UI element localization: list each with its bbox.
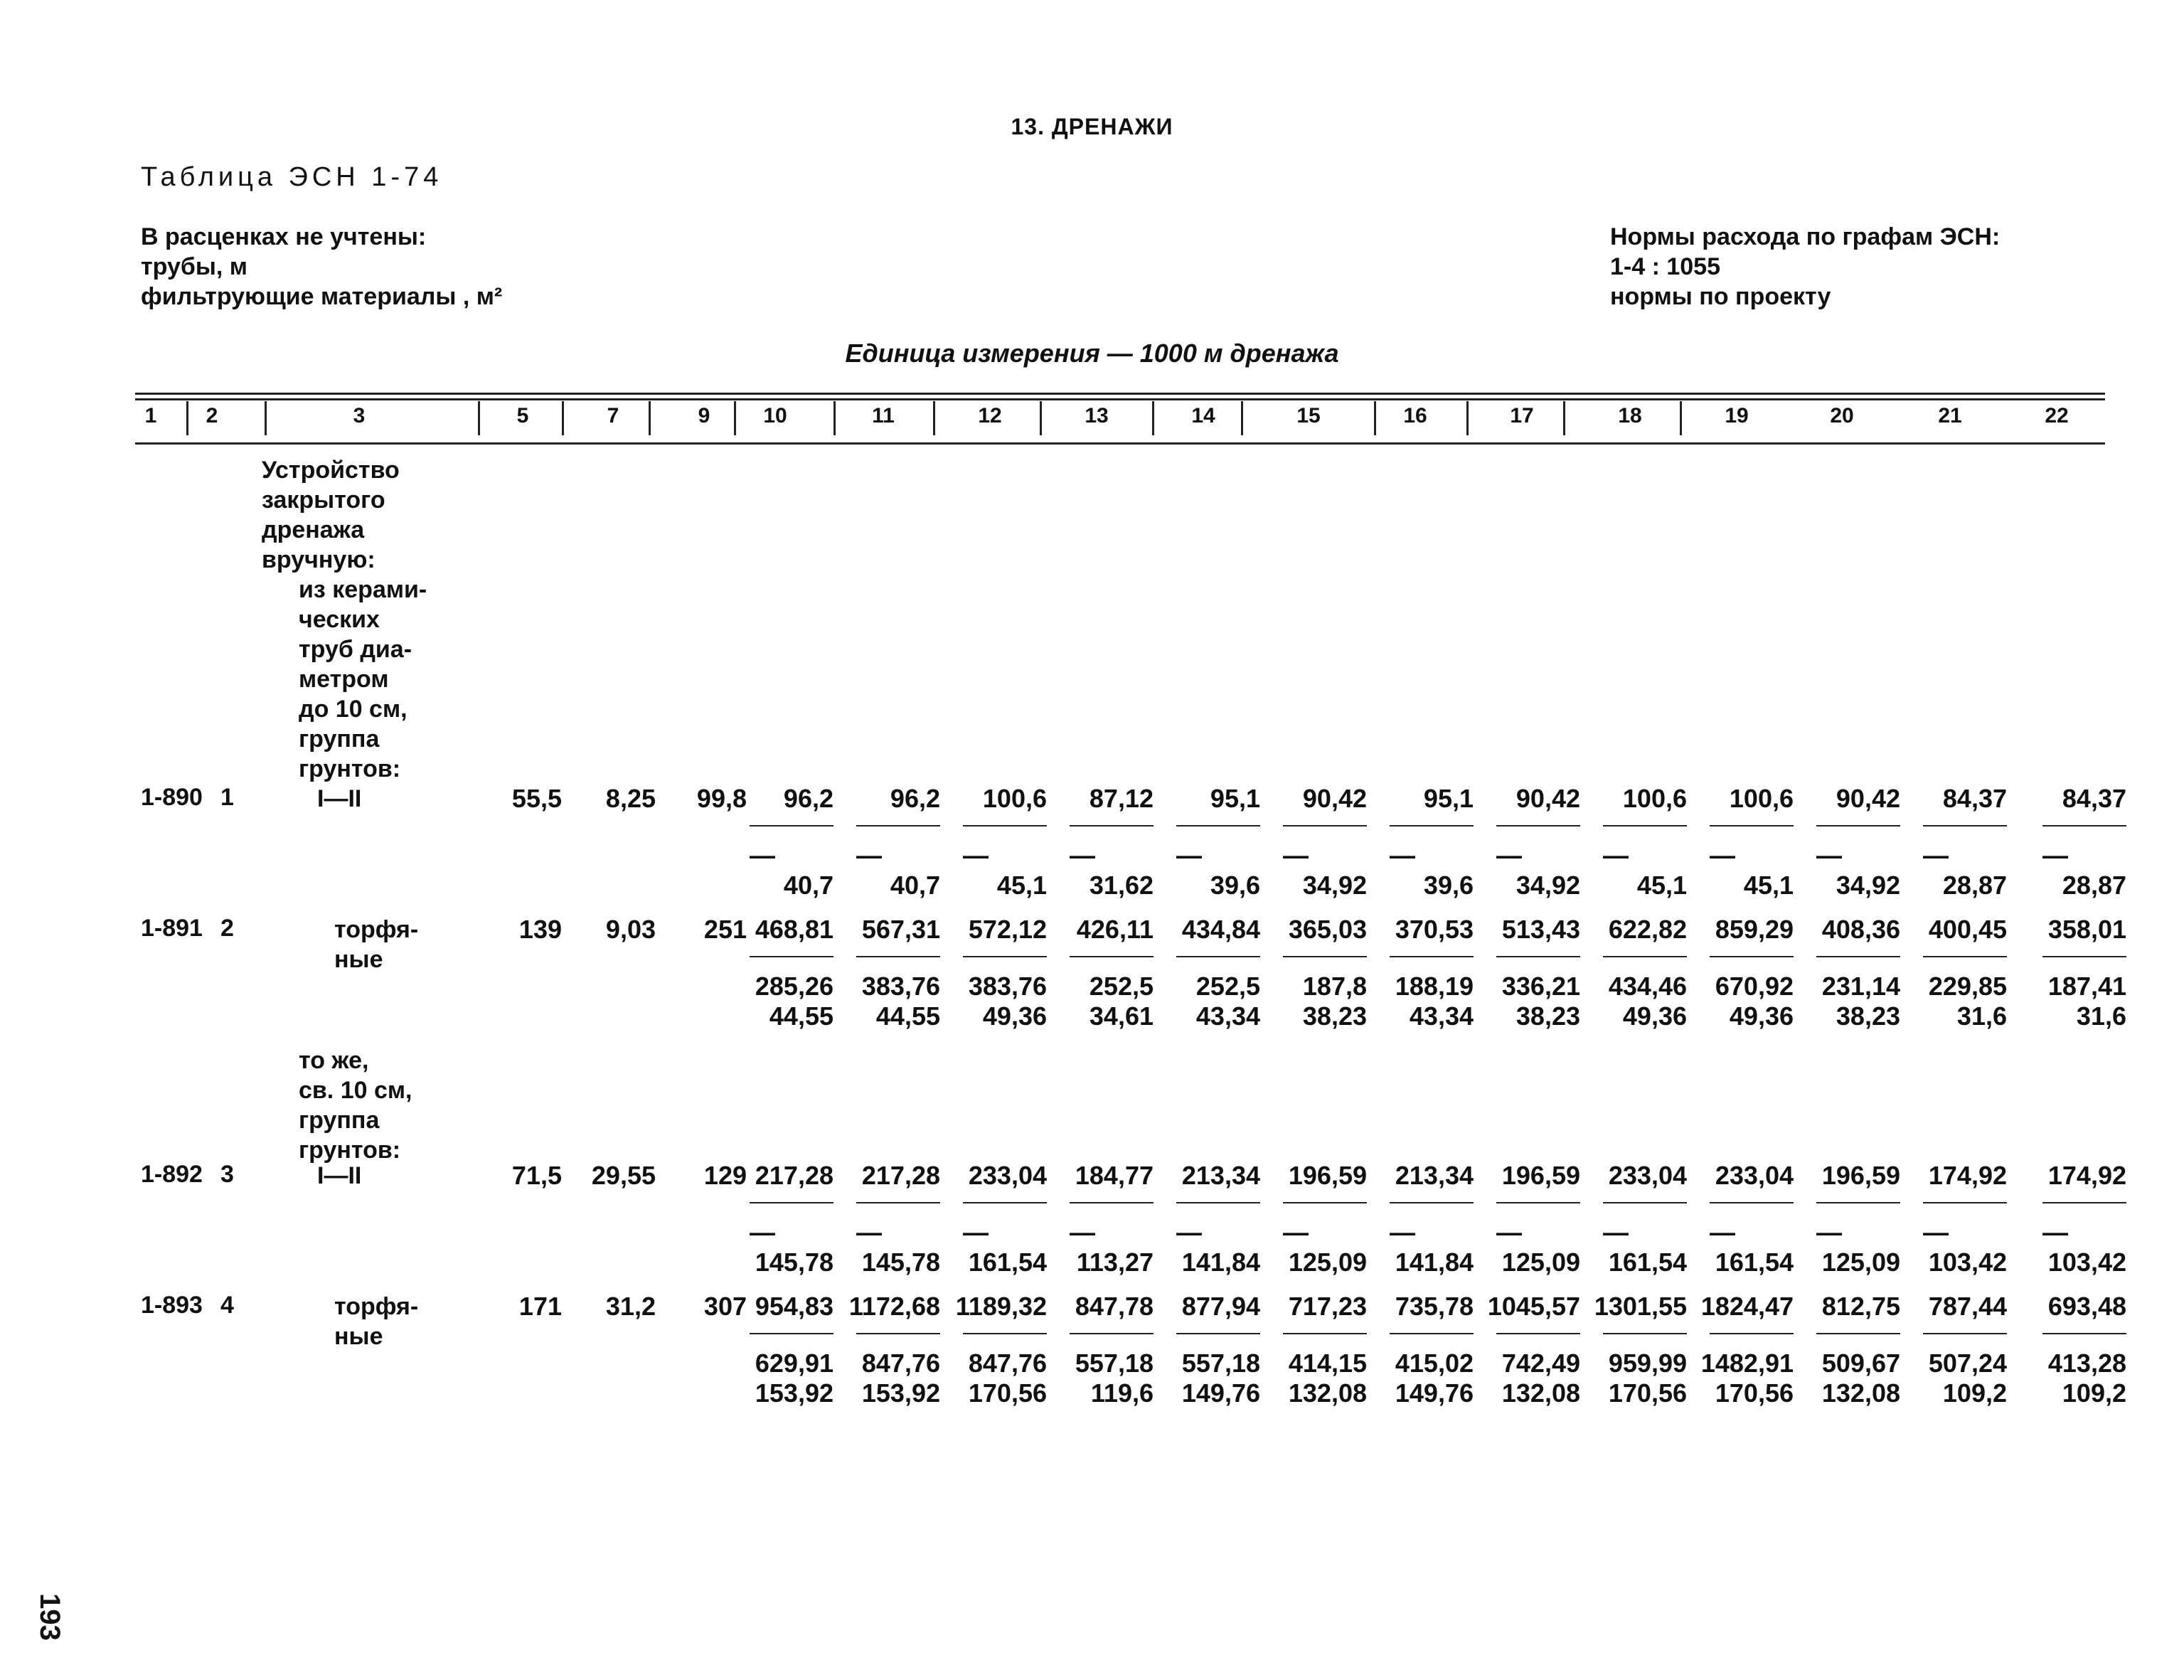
value-top: 365,03 bbox=[1288, 915, 1367, 944]
fraction-line bbox=[1603, 825, 1687, 826]
value-bottom: 145,78 bbox=[755, 1248, 833, 1277]
value-extra: 170,56 bbox=[968, 1378, 1047, 1408]
value-extra: 109,2 bbox=[1942, 1378, 2007, 1408]
minus-sign: — bbox=[1070, 1218, 1095, 1247]
column-separator bbox=[1466, 401, 1469, 435]
not-included-item: фильтрующие материалы , м² bbox=[141, 283, 503, 310]
fraction-line bbox=[1496, 1333, 1580, 1334]
cell-col7: 31,2 bbox=[605, 1292, 656, 1321]
row-description: ные bbox=[334, 1323, 383, 1350]
row-number: 3 bbox=[220, 1161, 234, 1188]
fraction-line bbox=[750, 1333, 833, 1334]
fraction-line bbox=[1283, 825, 1367, 826]
value-top: 84,37 bbox=[2062, 784, 2126, 813]
minus-sign: — bbox=[1816, 841, 1842, 870]
rate-code: 1-890 bbox=[141, 784, 203, 811]
column-separator bbox=[933, 401, 935, 435]
value-bottom: 670,92 bbox=[1715, 972, 1794, 1001]
value-bottom: 141,84 bbox=[1395, 1248, 1474, 1277]
value-top: 196,59 bbox=[1288, 1161, 1367, 1190]
value-top: 954,83 bbox=[755, 1292, 833, 1321]
value-bottom: 742,49 bbox=[1501, 1349, 1580, 1378]
group-header-line: закрытого bbox=[262, 487, 385, 514]
row-number: 2 bbox=[220, 915, 234, 942]
column-header: 21 bbox=[1938, 404, 1962, 427]
not-included-item: трубы, м bbox=[141, 253, 247, 280]
value-bottom: 252,5 bbox=[1195, 972, 1260, 1001]
fraction-line bbox=[1923, 825, 2007, 826]
minus-sign: — bbox=[1390, 1218, 1415, 1247]
column-header: 14 bbox=[1191, 404, 1215, 427]
value-extra: 43,34 bbox=[1409, 1001, 1474, 1031]
value-bottom: 231,14 bbox=[1821, 972, 1900, 1001]
column-header: 7 bbox=[607, 404, 619, 427]
fraction-line bbox=[963, 825, 1047, 826]
value-bottom: 557,18 bbox=[1181, 1349, 1260, 1378]
column-separator bbox=[186, 401, 188, 435]
column-header: 10 bbox=[763, 404, 787, 427]
fraction-line bbox=[1816, 825, 1900, 826]
minus-sign: — bbox=[750, 1218, 775, 1247]
value-extra: 132,08 bbox=[1288, 1378, 1367, 1408]
value-top: 1301,55 bbox=[1594, 1292, 1687, 1321]
norms-note bbox=[1610, 222, 2000, 312]
cell-col7: 8,25 bbox=[605, 784, 656, 813]
value-top: 96,2 bbox=[890, 784, 940, 813]
fraction-line bbox=[1070, 956, 1154, 957]
group-header-line: св. 10 см, bbox=[299, 1077, 412, 1104]
column-header: 22 bbox=[2045, 404, 2069, 427]
fraction-line bbox=[1283, 1202, 1367, 1203]
fraction-line bbox=[1390, 1202, 1474, 1203]
fraction-line bbox=[1390, 825, 1474, 826]
column-separator bbox=[1563, 401, 1565, 435]
value-bottom: 383,76 bbox=[968, 972, 1047, 1001]
value-top: 1045,57 bbox=[1487, 1292, 1580, 1321]
column-separator bbox=[562, 401, 564, 435]
minus-sign: — bbox=[1710, 841, 1735, 870]
value-extra: 149,76 bbox=[1181, 1378, 1260, 1408]
column-header: 15 bbox=[1296, 404, 1321, 427]
column-separator bbox=[478, 401, 480, 435]
value-top: 184,77 bbox=[1075, 1161, 1154, 1190]
value-extra: 44,55 bbox=[769, 1001, 833, 1031]
value-extra: 149,76 bbox=[1395, 1378, 1474, 1408]
column-separator bbox=[265, 401, 267, 435]
value-bottom: 383,76 bbox=[861, 972, 940, 1001]
column-header: 5 bbox=[516, 404, 529, 427]
fraction-line bbox=[1070, 1333, 1154, 1334]
value-extra: 34,61 bbox=[1089, 1001, 1154, 1031]
value-bottom: 434,46 bbox=[1608, 972, 1687, 1001]
cell-col9: 99,8 bbox=[696, 784, 747, 813]
value-top: 90,42 bbox=[1516, 784, 1580, 813]
value-bottom: 31,62 bbox=[1089, 871, 1154, 900]
value-top: 217,28 bbox=[755, 1161, 833, 1190]
value-bottom: 125,09 bbox=[1288, 1248, 1367, 1277]
value-bottom: 125,09 bbox=[1501, 1248, 1580, 1277]
value-extra: 38,23 bbox=[1516, 1001, 1580, 1031]
row-description: I—II bbox=[317, 1162, 362, 1189]
minus-sign: — bbox=[750, 841, 775, 870]
value-top: 847,78 bbox=[1075, 1292, 1154, 1321]
fraction-line bbox=[2042, 825, 2126, 826]
value-bottom: 187,8 bbox=[1302, 972, 1367, 1001]
value-top: 95,1 bbox=[1210, 784, 1260, 813]
fraction-line bbox=[2042, 1202, 2126, 1203]
value-top: 1172,68 bbox=[848, 1292, 940, 1321]
group-header-line: Устройство bbox=[262, 457, 400, 484]
fraction-line bbox=[2042, 956, 2126, 957]
value-bottom: 113,27 bbox=[1076, 1248, 1154, 1277]
column-header: 13 bbox=[1085, 404, 1109, 427]
value-top: 468,81 bbox=[755, 915, 833, 944]
minus-sign: — bbox=[1283, 841, 1309, 870]
minus-sign: — bbox=[2042, 841, 2068, 870]
value-top: 693,48 bbox=[2047, 1292, 2126, 1321]
value-bottom: 161,54 bbox=[1608, 1248, 1687, 1277]
value-top: 572,12 bbox=[968, 915, 1047, 944]
column-separator bbox=[649, 401, 651, 435]
row-description: торфя- bbox=[334, 1293, 419, 1320]
fraction-line bbox=[1070, 825, 1154, 826]
fraction-line bbox=[963, 956, 1047, 957]
group-header-line: группа bbox=[299, 725, 380, 753]
value-top: 213,34 bbox=[1181, 1161, 1260, 1190]
value-top: 787,44 bbox=[1928, 1292, 2007, 1321]
value-top: 87,12 bbox=[1089, 784, 1154, 813]
unit-of-measure: Единица измерения — 1000 м дренажа bbox=[845, 339, 1339, 368]
value-bottom: 959,99 bbox=[1608, 1349, 1687, 1378]
fraction-line bbox=[856, 1202, 940, 1203]
fraction-line bbox=[1710, 1333, 1794, 1334]
row-description: I—II bbox=[317, 785, 362, 812]
minus-sign: — bbox=[1923, 1218, 1949, 1247]
fraction-line bbox=[1816, 1333, 1900, 1334]
value-bottom: 45,1 bbox=[996, 871, 1047, 900]
header-bottom-rule bbox=[135, 442, 2105, 445]
value-top: 95,1 bbox=[1423, 784, 1474, 813]
value-bottom: 1482,91 bbox=[1700, 1349, 1794, 1378]
column-header: 3 bbox=[353, 404, 366, 427]
column-separator bbox=[833, 401, 836, 435]
value-top: 370,53 bbox=[1395, 915, 1474, 944]
value-bottom: 285,26 bbox=[755, 972, 833, 1001]
minus-sign: — bbox=[1923, 841, 1949, 870]
norms-item: нормы по проекту bbox=[1610, 283, 1831, 310]
fraction-line bbox=[856, 825, 940, 826]
value-top: 217,28 bbox=[861, 1161, 940, 1190]
value-bottom: 34,92 bbox=[1302, 871, 1367, 900]
fraction-line bbox=[750, 956, 833, 957]
fraction-line bbox=[1603, 1202, 1687, 1203]
cell-col7: 29,55 bbox=[591, 1161, 656, 1190]
value-bottom: 507,24 bbox=[1928, 1349, 2007, 1378]
norms-item: 1-4 : 1055 bbox=[1610, 253, 1720, 280]
cell-col9: 129 bbox=[703, 1161, 747, 1190]
fraction-line bbox=[1176, 825, 1260, 826]
value-bottom: 161,54 bbox=[968, 1248, 1047, 1277]
value-bottom: 188,19 bbox=[1395, 972, 1474, 1001]
value-extra: 31,6 bbox=[2076, 1001, 2126, 1031]
minus-sign: — bbox=[1176, 1218, 1202, 1247]
value-extra: 44,55 bbox=[875, 1001, 940, 1031]
cell-col5: 139 bbox=[518, 915, 562, 944]
fraction-line bbox=[750, 1202, 833, 1203]
rate-code: 1-893 bbox=[141, 1292, 203, 1319]
value-extra: 49,36 bbox=[1729, 1001, 1794, 1031]
column-header: 9 bbox=[698, 404, 710, 427]
column-header: 12 bbox=[978, 404, 1002, 427]
minus-sign: — bbox=[1176, 841, 1202, 870]
fraction-line bbox=[1923, 1333, 2007, 1334]
value-bottom: 103,42 bbox=[1928, 1248, 2007, 1277]
fraction-line bbox=[963, 1202, 1047, 1203]
value-top: 358,01 bbox=[2047, 915, 2126, 944]
value-bottom: 28,87 bbox=[2062, 871, 2126, 900]
fraction-line bbox=[1603, 1333, 1687, 1334]
value-top: 90,42 bbox=[1836, 784, 1900, 813]
row-number: 1 bbox=[220, 784, 234, 811]
fraction-line bbox=[1176, 1333, 1260, 1334]
minus-sign: — bbox=[2042, 1218, 2068, 1247]
value-top: 1824,47 bbox=[1700, 1292, 1794, 1321]
value-extra: 132,08 bbox=[1501, 1378, 1580, 1408]
fraction-line bbox=[750, 825, 833, 826]
value-extra: 38,23 bbox=[1836, 1001, 1900, 1031]
value-bottom: 103,42 bbox=[2047, 1248, 2126, 1277]
value-bottom: 125,09 bbox=[1821, 1248, 1900, 1277]
column-separator bbox=[734, 401, 736, 435]
fraction-line bbox=[1816, 956, 1900, 957]
minus-sign: — bbox=[1603, 1218, 1629, 1247]
column-header: 19 bbox=[1725, 404, 1749, 427]
cell-col5: 71,5 bbox=[511, 1161, 562, 1190]
fraction-line bbox=[1496, 956, 1580, 957]
minus-sign: — bbox=[1603, 841, 1629, 870]
value-bottom: 509,67 bbox=[1821, 1349, 1900, 1378]
value-extra: 153,92 bbox=[755, 1378, 833, 1408]
value-top: 1189,32 bbox=[955, 1292, 1047, 1321]
minus-sign: — bbox=[1710, 1218, 1735, 1247]
fraction-line bbox=[1390, 956, 1474, 957]
value-bottom: 40,7 bbox=[783, 871, 833, 900]
value-extra: 132,08 bbox=[1821, 1378, 1900, 1408]
column-header: 11 bbox=[872, 404, 895, 427]
value-extra: 43,34 bbox=[1195, 1001, 1260, 1031]
page-number: 193 bbox=[34, 1593, 65, 1641]
value-top: 859,29 bbox=[1715, 915, 1794, 944]
group-header-line: грунтов: bbox=[299, 1137, 401, 1164]
cell-col5: 171 bbox=[518, 1292, 562, 1321]
value-bottom: 40,7 bbox=[890, 871, 940, 900]
value-bottom: 229,85 bbox=[1928, 972, 2007, 1001]
column-separator bbox=[1680, 401, 1682, 435]
minus-sign: — bbox=[1496, 1218, 1522, 1247]
value-top: 84,37 bbox=[1942, 784, 2007, 813]
column-header: 16 bbox=[1403, 404, 1427, 427]
group-header-line: грунтов: bbox=[299, 755, 401, 782]
norms-title: Нормы расхода по графам ЭСН: bbox=[1610, 223, 2001, 250]
value-extra: 119,6 bbox=[1090, 1378, 1154, 1408]
value-extra: 49,36 bbox=[1622, 1001, 1687, 1031]
column-separator bbox=[1040, 401, 1042, 435]
column-header: 20 bbox=[1830, 404, 1854, 427]
value-top: 213,34 bbox=[1395, 1161, 1474, 1190]
column-header: 17 bbox=[1510, 404, 1534, 427]
group-header-line: группа bbox=[299, 1107, 380, 1134]
value-bottom: 45,1 bbox=[1743, 871, 1794, 900]
value-top: 174,92 bbox=[2047, 1161, 2126, 1190]
value-extra: 170,56 bbox=[1715, 1378, 1794, 1408]
group-header-line: труб диа- bbox=[299, 636, 412, 663]
fraction-line bbox=[1710, 956, 1794, 957]
value-top: 622,82 bbox=[1608, 915, 1687, 944]
table-label: Таблица ЭСН 1-74 bbox=[141, 162, 443, 192]
value-top: 233,04 bbox=[968, 1161, 1047, 1190]
value-top: 100,6 bbox=[1622, 784, 1687, 813]
cell-col5: 55,5 bbox=[511, 784, 562, 813]
value-bottom: 34,92 bbox=[1836, 871, 1900, 900]
value-bottom: 39,6 bbox=[1210, 871, 1260, 900]
fraction-line bbox=[1070, 1202, 1154, 1203]
value-top: 174,92 bbox=[1928, 1161, 2007, 1190]
value-top: 233,04 bbox=[1715, 1161, 1794, 1190]
value-bottom: 557,18 bbox=[1075, 1349, 1154, 1378]
value-bottom: 415,02 bbox=[1395, 1349, 1474, 1378]
group-header-line: ческих bbox=[299, 606, 380, 633]
fraction-line bbox=[1283, 956, 1367, 957]
fraction-line bbox=[1283, 1333, 1367, 1334]
value-bottom: 414,15 bbox=[1288, 1349, 1367, 1378]
row-description: ные bbox=[334, 946, 383, 973]
minus-sign: — bbox=[1390, 841, 1415, 870]
value-extra: 38,23 bbox=[1302, 1001, 1367, 1031]
value-top: 90,42 bbox=[1302, 784, 1367, 813]
value-extra: 31,6 bbox=[1956, 1001, 2007, 1031]
cell-col7: 9,03 bbox=[605, 915, 656, 944]
column-separator bbox=[1374, 401, 1376, 435]
value-bottom: 141,84 bbox=[1181, 1248, 1260, 1277]
value-bottom: 252,5 bbox=[1089, 972, 1154, 1001]
cell-col9: 251 bbox=[703, 915, 747, 944]
value-bottom: 629,91 bbox=[755, 1349, 833, 1378]
group-header-line: из керами- bbox=[299, 576, 427, 603]
value-bottom: 187,41 bbox=[2047, 972, 2126, 1001]
value-top: 877,94 bbox=[1181, 1292, 1260, 1321]
column-header: 2 bbox=[206, 404, 218, 427]
row-number: 4 bbox=[220, 1292, 234, 1319]
value-extra: 170,56 bbox=[1608, 1378, 1687, 1408]
fraction-line bbox=[2042, 1333, 2126, 1334]
fraction-line bbox=[1710, 825, 1794, 826]
value-extra: 49,36 bbox=[982, 1001, 1047, 1031]
value-top: 96,2 bbox=[783, 784, 833, 813]
value-top: 196,59 bbox=[1821, 1161, 1900, 1190]
fraction-line bbox=[1710, 1202, 1794, 1203]
value-bottom: 34,92 bbox=[1516, 871, 1580, 900]
value-top: 100,6 bbox=[1729, 784, 1794, 813]
value-top: 408,36 bbox=[1821, 915, 1900, 944]
value-bottom: 336,21 bbox=[1501, 972, 1580, 1001]
group-header-line: до 10 см, bbox=[299, 696, 407, 723]
minus-sign: — bbox=[1496, 841, 1522, 870]
minus-sign: — bbox=[856, 1218, 882, 1247]
fraction-line bbox=[1816, 1202, 1900, 1203]
group-header-line: дренажа bbox=[262, 516, 365, 543]
cell-col9: 307 bbox=[703, 1292, 747, 1321]
row-description: торфя- bbox=[334, 916, 419, 943]
section-title: 13. ДРЕНАЖИ bbox=[1011, 114, 1173, 139]
minus-sign: — bbox=[1283, 1218, 1309, 1247]
rate-code: 1-891 bbox=[141, 915, 203, 942]
value-top: 426,11 bbox=[1076, 915, 1154, 944]
value-top: 735,78 bbox=[1395, 1292, 1474, 1321]
fraction-line bbox=[856, 956, 940, 957]
column-header: 1 bbox=[144, 404, 157, 427]
value-extra: 153,92 bbox=[861, 1378, 940, 1408]
value-top: 567,31 bbox=[861, 915, 940, 944]
column-header-row bbox=[0, 394, 2184, 438]
value-bottom: 28,87 bbox=[1942, 871, 2007, 900]
fraction-line bbox=[1176, 1202, 1260, 1203]
minus-sign: — bbox=[856, 841, 882, 870]
value-bottom: 847,76 bbox=[968, 1349, 1047, 1378]
fraction-line bbox=[1176, 956, 1260, 957]
minus-sign: — bbox=[1070, 841, 1095, 870]
fraction-line bbox=[1496, 825, 1580, 826]
value-bottom: 145,78 bbox=[861, 1248, 940, 1277]
value-bottom: 847,76 bbox=[861, 1349, 940, 1378]
value-top: 100,6 bbox=[982, 784, 1047, 813]
minus-sign: — bbox=[963, 1218, 989, 1247]
value-bottom: 45,1 bbox=[1636, 871, 1687, 900]
value-bottom: 39,6 bbox=[1423, 871, 1474, 900]
group-header-line: метром bbox=[299, 666, 389, 693]
value-top: 233,04 bbox=[1608, 1161, 1687, 1190]
value-top: 434,84 bbox=[1181, 915, 1260, 944]
fraction-line bbox=[963, 1333, 1047, 1334]
not-included-title: В расценках не учтены: bbox=[141, 223, 427, 250]
value-top: 196,59 bbox=[1501, 1161, 1580, 1190]
minus-sign: — bbox=[1816, 1218, 1842, 1247]
fraction-line bbox=[1390, 1333, 1474, 1334]
rate-code: 1-892 bbox=[141, 1161, 203, 1188]
minus-sign: — bbox=[963, 841, 989, 870]
value-top: 400,45 bbox=[1928, 915, 2007, 944]
group-header-line: вручную: bbox=[262, 546, 375, 573]
value-top: 717,23 bbox=[1288, 1292, 1367, 1321]
value-top: 812,75 bbox=[1821, 1292, 1900, 1321]
fraction-line bbox=[856, 1333, 940, 1334]
fraction-line bbox=[1923, 1202, 2007, 1203]
group-header-line: то же, bbox=[299, 1047, 369, 1074]
value-bottom: 413,28 bbox=[2047, 1349, 2126, 1378]
fraction-line bbox=[1923, 956, 2007, 957]
value-bottom: 161,54 bbox=[1715, 1248, 1794, 1277]
column-header: 18 bbox=[1618, 404, 1642, 427]
fraction-line bbox=[1603, 956, 1687, 957]
fraction-line bbox=[1496, 1202, 1580, 1203]
value-top: 513,43 bbox=[1501, 915, 1580, 944]
column-separator bbox=[1241, 401, 1243, 435]
value-extra: 109,2 bbox=[2062, 1378, 2126, 1408]
column-separator bbox=[1152, 401, 1154, 435]
not-included-note bbox=[141, 222, 502, 312]
